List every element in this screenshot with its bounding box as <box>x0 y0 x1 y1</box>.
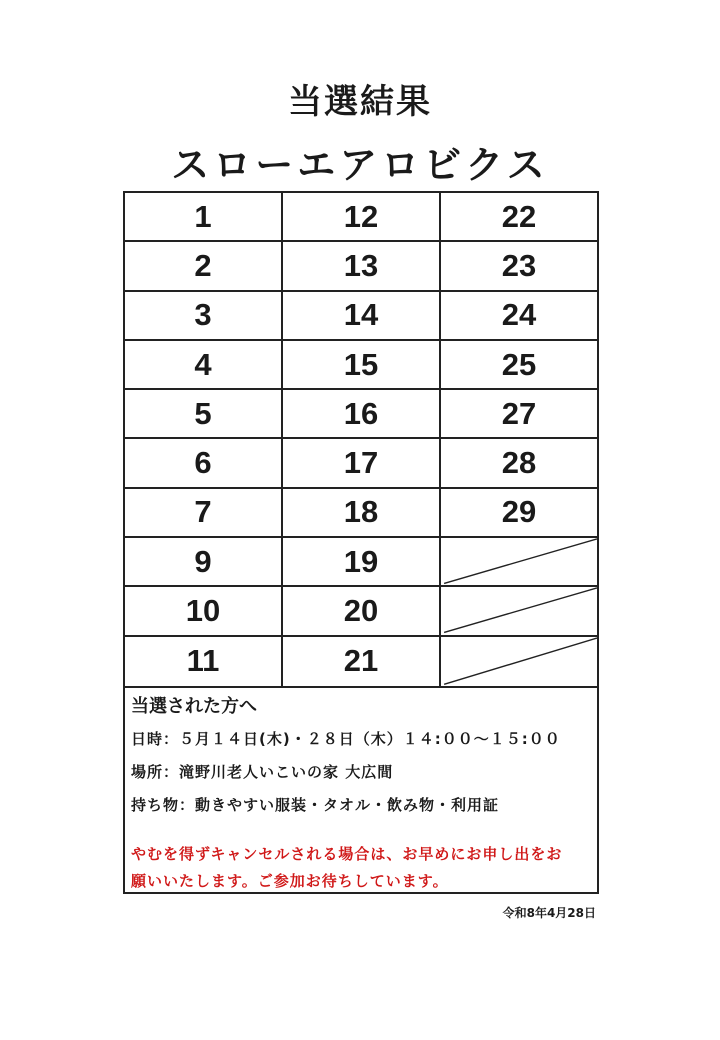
page-title: 当選結果 <box>288 82 432 122</box>
winner-number: 20 <box>283 587 441 636</box>
winner-number: 22 <box>441 193 597 242</box>
winner-number: 18 <box>283 489 441 538</box>
info-heading: 当選された方へ <box>131 696 257 717</box>
winner-number: 3 <box>125 292 283 341</box>
winner-number: 28 <box>441 439 597 488</box>
diagonal-strike <box>441 637 597 686</box>
winner-number: 6 <box>125 439 283 488</box>
cancellation-note-line-1: やむを得ずキャンセルされる場合は、お早めにお申し出をお <box>131 845 563 863</box>
empty-cell <box>441 538 597 587</box>
winner-number: 25 <box>441 341 597 390</box>
winner-number: 15 <box>283 341 441 390</box>
event-place: 場所：滝野川老人いこいの家 大広間 <box>131 763 394 781</box>
winner-number: 9 <box>125 538 283 587</box>
winner-number: 17 <box>283 439 441 488</box>
winner-number: 5 <box>125 390 283 439</box>
event-name: スローエアロビクス <box>171 143 549 187</box>
winner-number: 19 <box>283 538 441 587</box>
winner-number: 16 <box>283 390 441 439</box>
winner-number: 10 <box>125 587 283 636</box>
winner-number: 24 <box>441 292 597 341</box>
winner-number-table <box>123 191 599 688</box>
winner-number: 23 <box>441 242 597 291</box>
winner-number: 2 <box>125 242 283 291</box>
winner-number: 7 <box>125 489 283 538</box>
empty-cell <box>441 637 597 686</box>
winner-number: 13 <box>283 242 441 291</box>
winner-number: 27 <box>441 390 597 439</box>
winner-number: 14 <box>283 292 441 341</box>
diagonal-strike <box>441 587 597 634</box>
winner-number: 11 <box>125 637 283 686</box>
items-to-bring: 持ち物：動きやすい服装・タオル・飲み物・利用証 <box>131 796 500 814</box>
winner-number: 4 <box>125 341 283 390</box>
diagonal-strike <box>441 538 597 585</box>
winner-number: 29 <box>441 489 597 538</box>
empty-cell <box>441 587 597 636</box>
info-box <box>123 686 599 894</box>
issue-date: 令和8年4月28日 <box>502 906 596 920</box>
cancellation-note <box>131 841 591 895</box>
winner-number: 12 <box>283 193 441 242</box>
event-datetime: 日時：５月１４日(木)・２８日（木）１４:００～１５:００ <box>131 730 561 748</box>
cancellation-note-line-2: 願いいたします。ご参加お待ちしています。 <box>131 872 449 890</box>
winner-number: 1 <box>125 193 283 242</box>
winner-number: 21 <box>283 637 441 686</box>
